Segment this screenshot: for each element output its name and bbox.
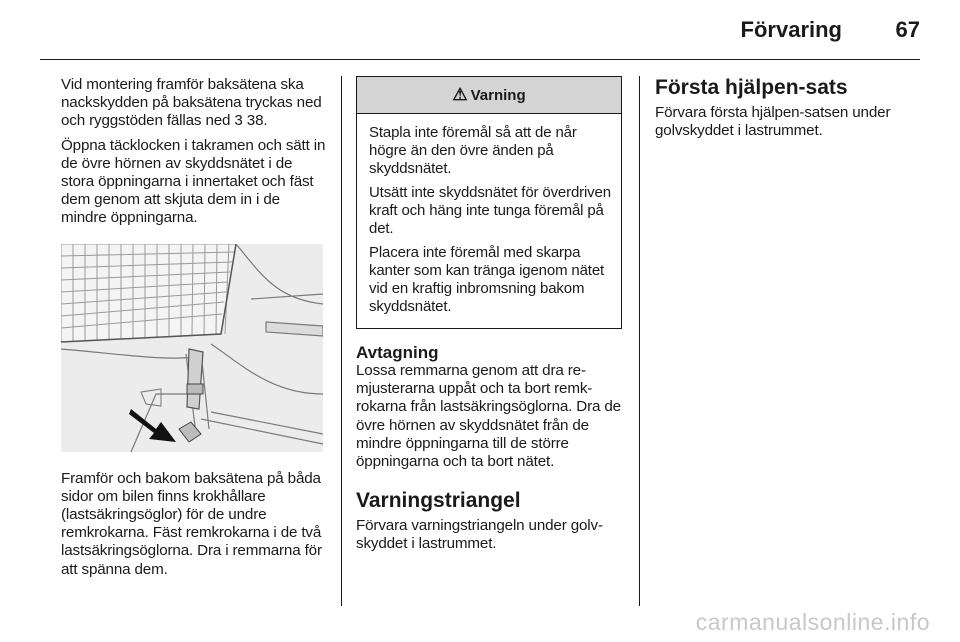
- paragraph-warning-triangle: Förvara varningstriangeln under golvskyddet i lastrummet.: [356, 517, 604, 553]
- column-1: [61, 76, 326, 585]
- header-divider: [40, 59, 920, 60]
- heading-removal: Avtagning: [356, 343, 439, 362]
- warning-item: Stapla inte föremål så att de når högre än den övre änden på skyddsnätet.: [369, 124, 577, 177]
- heading-warning-triangle: Varningstriangel: [356, 489, 521, 513]
- warning-header: [357, 77, 621, 114]
- paragraph-open-covers: Öppna täcklocken i takramen och sätt in de övre hörnen av skyddsnätet i de stora öppningarna i innertaket och fäst dem genom att skjuta dem in i de mindre öppningarna.: [61, 136, 326, 227]
- warning-item: Utsätt inte skyddsnätet för överdriven kraft och häng inte tunga föremål på det.: [369, 184, 611, 237]
- page-header-title: Förvaring: [740, 17, 842, 42]
- column-3: [655, 76, 920, 146]
- warning-triangle-icon: ⚠: [452, 85, 468, 104]
- paragraph-first-aid: Förvara första hjälpen-satsen under golvskyddet i lastrummet.: [655, 104, 891, 140]
- warning-box: [356, 76, 622, 329]
- paragraph-hook-holders: Framför och bakom baksätena på båda sidor om bilen finns krokhållare (lastsäkringsöglor) för de undre remkrokarna. Fäst remkrokarna i de två lastsäkringsöglorna. Dra i remmarna för att spänna dem.: [61, 469, 322, 578]
- column-2: [356, 76, 624, 560]
- cargo-net-illustration: [61, 244, 323, 452]
- paragraph-removal: Lossa remmarna genom att dra remjusterarna uppåt och ta bort remkrokarna från lastsäkringsöglorna. Dra de övre hörnen av skyddsnätet från de mindre öppningarna till de större öppningarna och ta bort nätet.: [356, 362, 621, 471]
- page-reference-link[interactable]: 3 38.: [234, 112, 268, 130]
- warning-item: Placera inte föremål med skarpa kanter som kan tränga igenom nätet vid en kraftig inbromsning bakom skyddsnätet.: [369, 244, 605, 315]
- net-grid: [61, 244, 236, 342]
- paragraph-mounting: Vid montering framför baksätena ska nackskydden på baksätena tryckas ned och ryggstöden fällas ned 3 38.: [61, 76, 322, 130]
- warning-body: [357, 114, 621, 328]
- column-divider-1: [341, 76, 342, 606]
- watermark: carmanualsonline.info: [695, 609, 930, 635]
- page-number: 67: [895, 17, 920, 42]
- warning-title: Varning: [470, 86, 526, 104]
- column-divider-2: [639, 76, 640, 606]
- heading-first-aid: Första hjälpen-sats: [655, 76, 848, 99]
